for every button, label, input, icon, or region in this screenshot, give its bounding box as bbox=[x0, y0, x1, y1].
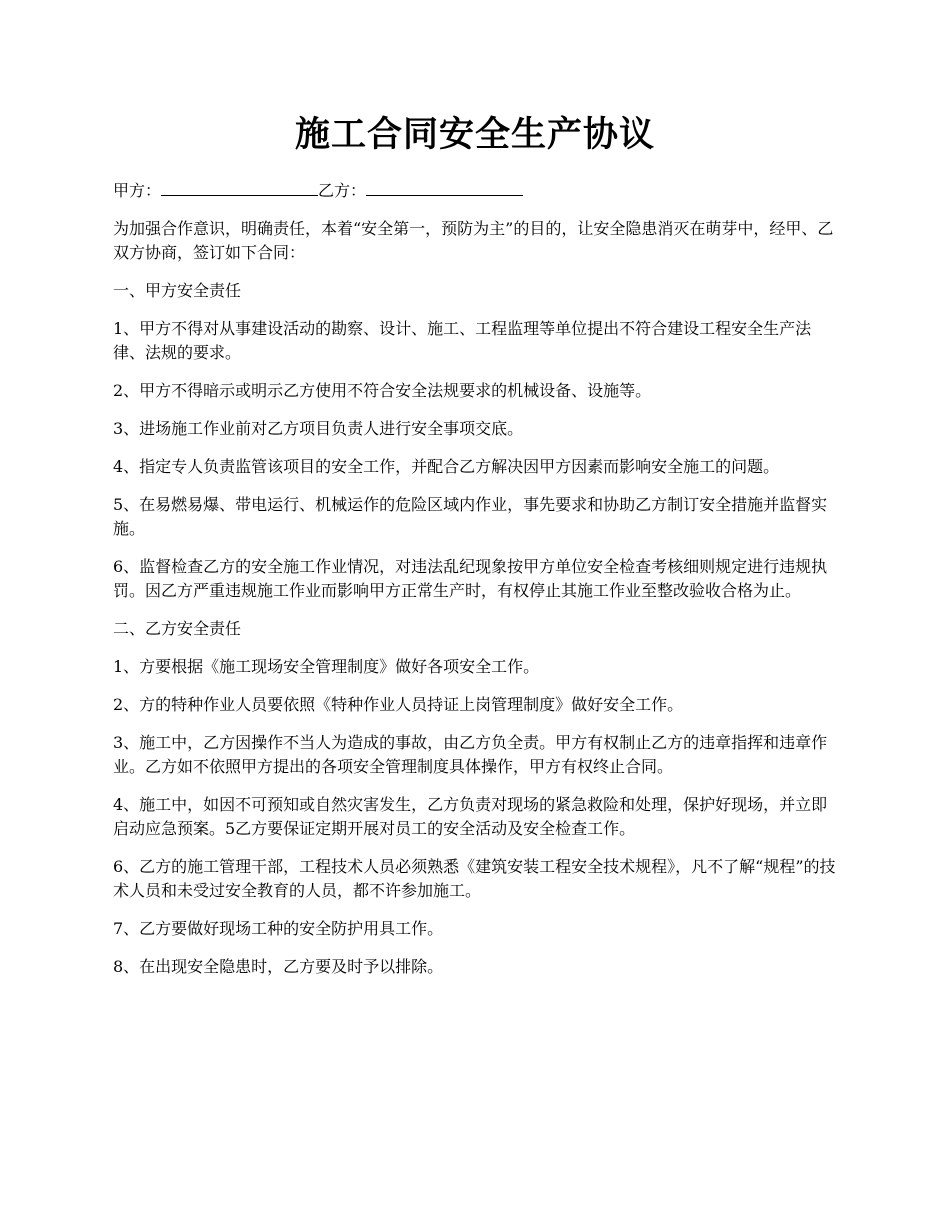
section-b-item: 7、乙方要做好现场工种的安全防护用具工作。 bbox=[113, 919, 444, 938]
party-b-blank bbox=[366, 178, 523, 196]
section-b-item: 6、乙方的施工管理干部，工程技术人员必须熟悉《建筑安装工程安全技术规程》，凡不了解“规程”的技术人员和未受过安全教育的人员，都不许参加施工。 bbox=[113, 857, 836, 900]
section-b-item: 8、在出现安全隐患时，乙方要及时予以排除。 bbox=[113, 957, 444, 976]
section-b-heading: 二、乙方安全责任 bbox=[113, 619, 242, 638]
section-b-item: 2、方的特种作业人员要依照《特种作业人员持证上岗管理制度》做好安全工作。 bbox=[113, 695, 684, 714]
section-a-heading: 一、甲方安全责任 bbox=[113, 281, 242, 300]
intro-paragraph: 为加强合作意识，明确责任，本着“安全第一，预防为主”的目的，让安全隐患消灭在萌芽中，经甲、乙双方协商，签订如下合同： bbox=[113, 219, 834, 262]
section-b-item: 1、方要根据《施工现场安全管理制度》做好各项安全工作。 bbox=[113, 657, 540, 676]
party-a-blank bbox=[161, 178, 318, 196]
party-b-label: 乙方： bbox=[318, 181, 367, 200]
section-a-item: 3、进场施工作业前对乙方项目负责人进行安全事项交底。 bbox=[113, 419, 524, 438]
section-a-item: 1、甲方不得对从事建设活动的勘察、设计、施工、工程监理等单位提出不符合建设工程安全生产法律、法规的要求。 bbox=[113, 319, 812, 362]
section-b-item: 4、施工中，如因不可预知或自然灾害发生，乙方负责对现场的紧急救险和处理，保护好现场，并立即启动应急预案。5乙方要保证定期开展对员工的安全活动及安全检查工作。 bbox=[113, 795, 828, 838]
section-a-item: 5、在易燃易爆、带电运行、机械运作的危险区域内作业，事先要求和协助乙方制订安全措施并监督实施。 bbox=[113, 495, 828, 538]
section-a-item: 6、监督检查乙方的安全施工作业情况，对违法乱纪现象按甲方单位安全检查考核细则规定进行违规执罚。因乙方严重违规施工作业而影响甲方正常生产时，有权停止其施工作业至整改验收合格为止。 bbox=[113, 557, 828, 600]
document-title: 施工合同安全生产协议 bbox=[294, 114, 655, 155]
section-a-item: 4、指定专人负责监管该项目的安全工作，并配合乙方解决因甲方因素而影响安全施工的问题。 bbox=[113, 457, 780, 476]
section-a-item: 2、甲方不得暗示或明示乙方使用不符合安全法规要求的机械设备、设施等。 bbox=[113, 381, 652, 400]
section-b-item: 3、施工中，乙方因操作不当人为造成的事故，由乙方负全责。甲方有权制止乙方的违章指挥和违章作业。乙方如不依照甲方提出的各项安全管理制度具体操作，甲方有权终止合同。 bbox=[113, 733, 828, 776]
party-a-label: 甲方： bbox=[113, 181, 162, 200]
party-line bbox=[113, 178, 843, 203]
document-body bbox=[113, 178, 843, 993]
